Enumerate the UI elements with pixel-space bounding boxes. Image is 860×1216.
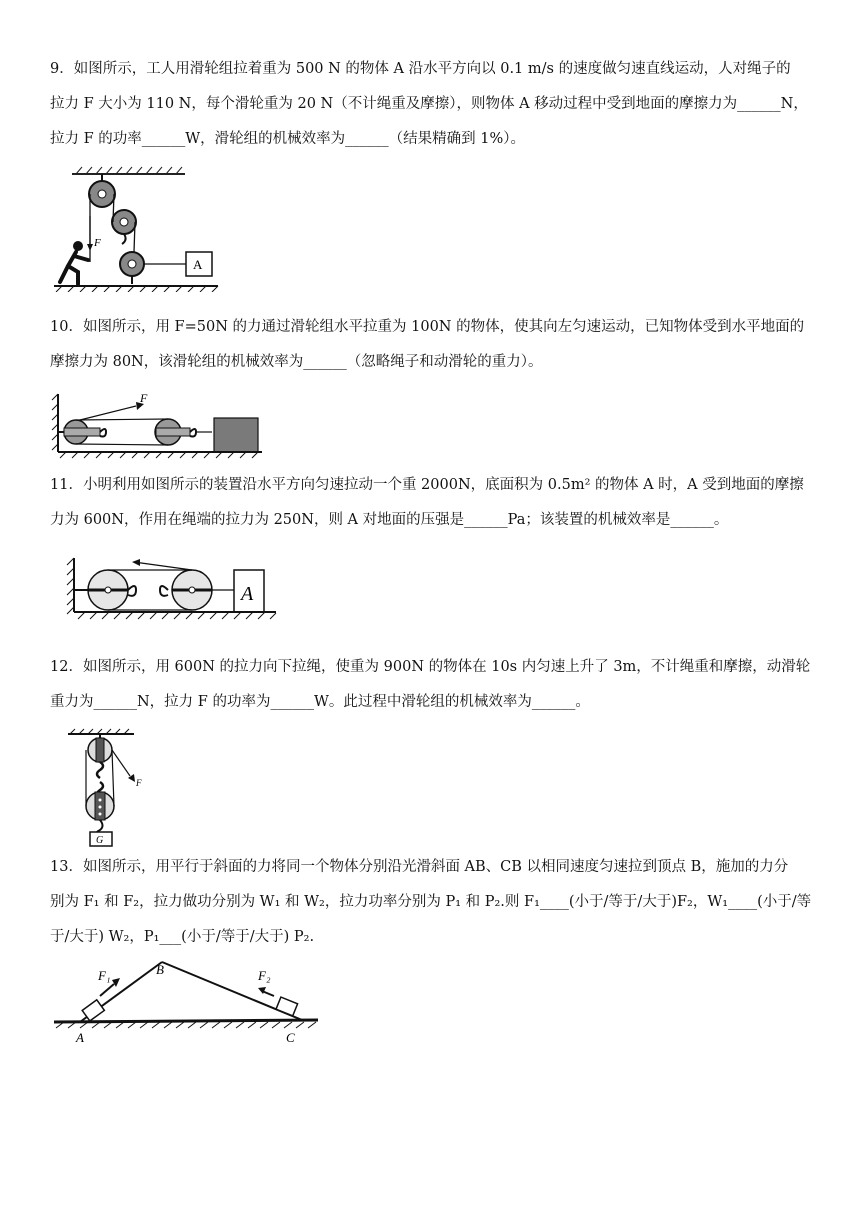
- figure-13-inclined-planes: [52, 956, 322, 1046]
- question-10-line-1: 10．如图所示，用 F=50N 的力通过滑轮组水平拉重为 100N 的物体，使其向左匀速运动，已知物体受到水平地面的: [50, 319, 805, 335]
- question-13: [50, 850, 810, 955]
- figure-11-horizontal-pulley: [64, 556, 280, 622]
- question-13-line-1: 13．如图所示，用平行于斜面的力将同一个物体分别沿光滑斜面 AB、CB 以相同速度匀速拉到顶点 B，施加的力分: [50, 859, 789, 875]
- figure-12-weight-label: G: [96, 835, 104, 846]
- figure-13-point-c: C: [286, 1030, 295, 1045]
- question-11: [50, 468, 810, 538]
- figure-13-f1-label: F₁: [98, 968, 111, 983]
- question-12: [50, 650, 810, 720]
- question-12-line-1: 12．如图所示，用 600N 的拉力向下拉绳，使重为 900N 的物体在 10s 内匀速上升了 3m，不计绳重和摩擦，动滑轮: [50, 659, 811, 675]
- figure-9-pulley-worker: [50, 166, 220, 292]
- question-9-line-1: 9．如图所示，工人用滑轮组拉着重为 500 N 的物体 A 沿水平方向以 0.1 m/s 的速度做匀速直线运动，人对绳子的: [50, 61, 791, 77]
- question-13-line-2: 别为 F₁ 和 F₂，拉力做功分别为 W₁ 和 W₂，拉力功率分别为 P₁ 和 P₂.则 F₁____(小于/等于/大于)F₂，W₁____(小于/等: [50, 894, 812, 910]
- question-12-line-2: 重力为______N，拉力 F 的功率为______W。此过程中滑轮组的机械效率为______。: [50, 694, 590, 710]
- figure-9-force-label: F: [94, 237, 101, 249]
- figure-12-vertical-pulley: [62, 728, 152, 848]
- question-11-line-2: 力为 600N，作用在绳端的拉力为 250N，则 A 对地面的压强是______Pa；该装置的机械效率是______。: [50, 512, 729, 528]
- question-10-line-2: 摩擦力为 80N，该滑轮组的机械效率为______（忽略绳子和动滑轮的重力）。: [50, 354, 543, 370]
- question-9-line-3: 拉力 F 的功率______W，滑轮组的机械效率为______（结果精确到 1%）。: [50, 131, 526, 147]
- figure-13-f2-label: F₂: [258, 968, 271, 983]
- figure-12-force-label: F: [136, 778, 142, 788]
- question-11-line-1: 11．小明利用如图所示的装置沿水平方向匀速拉动一个重 2000N，底面积为 0.5m² 的物体 A 时，A 受到地面的摩擦: [50, 477, 804, 493]
- figure-10-force-label: F: [140, 391, 148, 405]
- question-13-line-3: 于/大于) W₂，P₁___(小于/等于/大于) P₂.: [50, 929, 315, 945]
- question-9-line-2: 拉力 F 大小为 110 N，每个滑轮重为 20 N（不计绳重及摩擦），则物体 A 移动过程中受到地面的摩擦力为______N，: [50, 96, 808, 112]
- figure-11-block-label: A: [241, 583, 254, 605]
- figure-10-horizontal-pulley: [50, 390, 270, 460]
- question-9: [50, 52, 810, 157]
- question-10: [50, 310, 810, 380]
- figure-13-point-a: A: [76, 1030, 84, 1045]
- figure-9-block-label: A: [193, 257, 203, 272]
- figure-13-point-b: B: [156, 962, 164, 977]
